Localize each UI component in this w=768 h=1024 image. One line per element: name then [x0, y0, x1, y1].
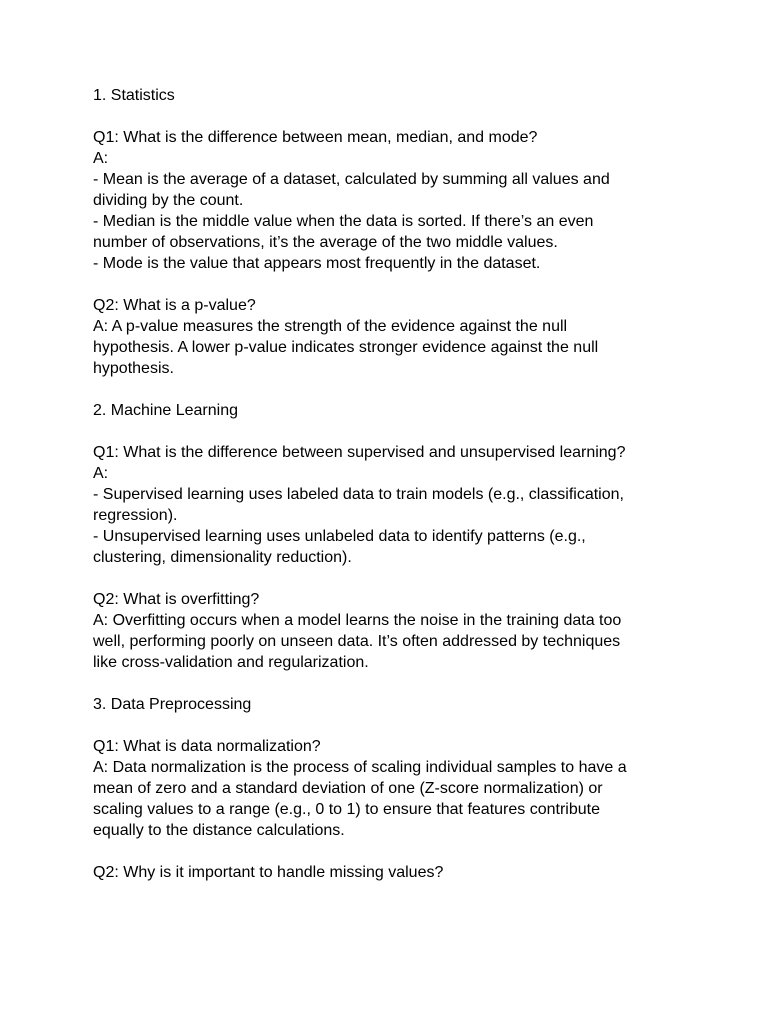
question-text: Q2: What is overfitting? — [93, 591, 260, 608]
spacer — [93, 673, 693, 694]
question-block — [93, 589, 693, 673]
question-text: Q1: What is data normalization? — [93, 738, 321, 755]
question-block — [93, 127, 693, 274]
spacer — [93, 568, 693, 589]
spacer — [93, 715, 693, 736]
answer-text: regression). — [93, 507, 178, 524]
section-heading: 1. Statistics — [93, 87, 175, 104]
answer-label: A: — [93, 465, 109, 482]
answer-text: - Mean is the average of a dataset, calculated by summing all values and — [93, 171, 610, 188]
answer-text: well, performing poorly on unseen data. It’s often addressed by techniques — [93, 633, 621, 650]
spacer — [93, 841, 693, 862]
answer-text: equally to the distance calculations. — [93, 822, 345, 839]
answer-text: - Unsupervised learning uses unlabeled data to identify patterns (e.g., — [93, 528, 586, 545]
answer-text: dividing by the count. — [93, 192, 244, 209]
answer-text: hypothesis. A lower p-value indicates stronger evidence against the null — [93, 339, 599, 356]
question-text: Q1: What is the difference between mean, median, and mode? — [93, 129, 538, 146]
question-text: Q1: What is the difference between supervised and unsupervised learning? — [93, 444, 626, 461]
spacer — [93, 379, 693, 400]
section-heading: 3. Data Preprocessing — [93, 696, 252, 713]
answer-text: A: A p-value measures the strength of the evidence against the null — [93, 318, 568, 335]
question-block — [93, 295, 693, 379]
spacer — [93, 274, 693, 295]
answer-label: A: — [93, 150, 109, 167]
answer-text: A: Data normalization is the process of scaling individual samples to have a — [93, 759, 627, 776]
answer-text: like cross-validation and regularization. — [93, 654, 369, 671]
spacer — [93, 421, 693, 442]
answer-text: mean of zero and a standard deviation of one (Z-score normalization) or — [93, 780, 603, 797]
answer-text: - Mode is the value that appears most frequently in the dataset. — [93, 255, 541, 272]
answer-text: hypothesis. — [93, 360, 174, 377]
question-block — [93, 442, 693, 568]
answer-text: clustering, dimensionality reduction). — [93, 549, 352, 566]
spacer — [93, 106, 693, 127]
document-page — [93, 85, 693, 883]
question-block — [93, 862, 693, 883]
question-text: Q2: Why is it important to handle missing values? — [93, 864, 444, 881]
answer-text: - Median is the middle value when the data is sorted. If there’s an even — [93, 213, 594, 230]
question-text: Q2: What is a p-value? — [93, 297, 256, 314]
section-heading: 2. Machine Learning — [93, 402, 238, 419]
answer-text: A: Overfitting occurs when a model learns the noise in the training data too — [93, 612, 622, 629]
answer-text: number of observations, it’s the average of the two middle values. — [93, 234, 558, 251]
answer-text: - Supervised learning uses labeled data to train models (e.g., classification, — [93, 486, 624, 503]
answer-text: scaling values to a range (e.g., 0 to 1) to ensure that features contribute — [93, 801, 600, 818]
question-block — [93, 736, 693, 841]
